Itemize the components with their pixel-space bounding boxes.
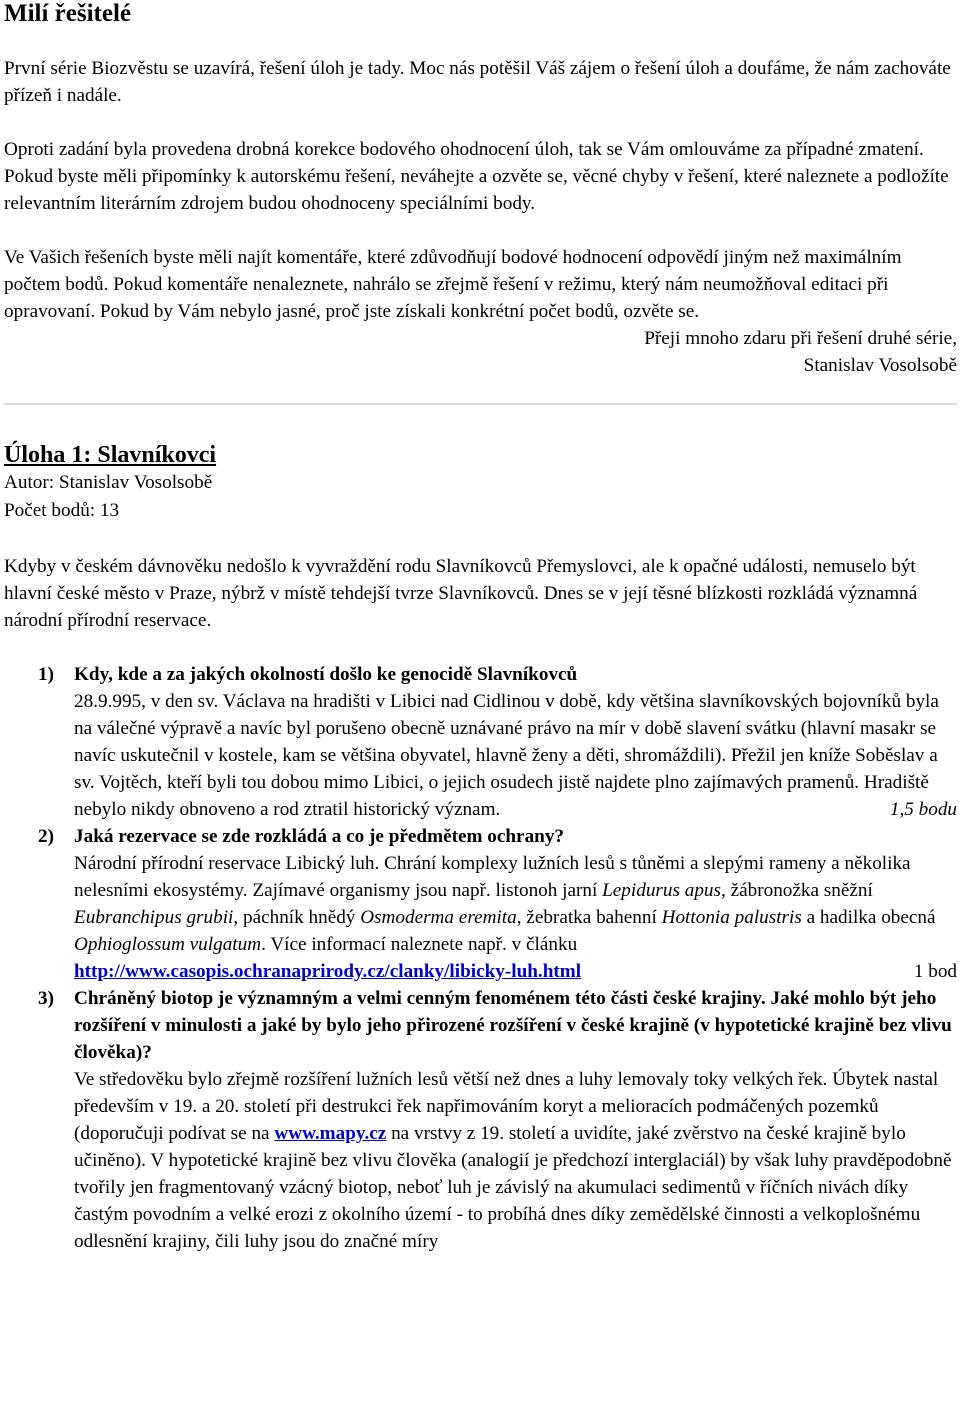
question-item-2 xyxy=(4,823,957,985)
answer-text xyxy=(74,1066,957,1255)
mapy-link[interactable]: www.mapy.cz xyxy=(274,1123,387,1144)
species-name: Ophioglossum vulgatum xyxy=(74,934,262,955)
question-text: Kdy, kde a za jakých okolností došlo ke genocidě Slavníkovců xyxy=(74,664,578,685)
question-item-1 xyxy=(4,661,957,823)
answer-part: a hadilka obecná xyxy=(801,907,936,928)
answer-part: na vrstvy z 19. století a uvidíte, jaké zvěrstvo na české krajině bylo učiněno). V hypotetické krajině bez vlivu člověka (analogií je předchozí interglaciál) by však luhy pravděpodobně tvořily jen fragmentovaný vzácný biotop, neboť luh je závislý na akumulaci sedimentů v říčních nivách díky častým povodním a velké erozi z okolního území - to probíhá dnes díky zemědělské činnosti a velkoplošnému odlesnění krajiny, čili luhy jsou do značné míry xyxy=(74,1123,952,1252)
question-number: 2) xyxy=(38,826,54,847)
task-author: Autor: Stanislav Vosolsobě xyxy=(4,472,213,493)
answer-part: Ve středověku bylo zřejmě rozšíření lužních lesů větší než dnes a luhy lemovaly toky velkých řek. Úbytek nastal především v 19. a 20. století při destrukci řek napřimováním koryt a melioracích podmáčených pozemků (doporučuji podívat se na xyxy=(74,1069,939,1144)
answer-part: . Více informací naleznete např. v článku xyxy=(261,934,578,955)
intro-paragraph-2: Oproti zadání byla provedena drobná korekce bodového ohodnocení úloh, tak se Vám omlouváme za případné zmatení. Pokud byste měli připomínky k autorskému řešení, neváhejte a ozvěte se, věcné chyby v řešení, které naleznete a podložíte relevantním literárním zdrojem budou ohodnoceny speciálními body. xyxy=(4,139,949,214)
task-title-text: Úloha 1: Slavníkovci xyxy=(4,442,217,468)
score-label: 1 bod xyxy=(913,961,957,982)
species-name: Osmoderma eremita xyxy=(360,907,517,928)
intro-paragraph-3: Ve Vašich řešeních byste měli najít komentáře, které zdůvodňují bodové hodnocení odpovědí jiným než maximálním počtem bodů. Pokud komentáře nenaleznete, nahrálo se zřejmě řešení v režimu, který nám neumožňoval editaci při opravovaní. Pokud by Vám nebylo jasné, proč jste získali konkrétní počet bodů, ozvěte se. xyxy=(4,247,902,322)
signature-line-1: Přeji mnoho zdaru při řešení druhé série, xyxy=(644,328,957,349)
question-number: 3) xyxy=(38,988,54,1009)
answer-part: , žebratka bahenní xyxy=(516,907,662,928)
question-text: Jaká rezervace se zde rozkládá a co je předmětem ochrany? xyxy=(74,826,565,847)
intro-paragraph-1: První série Biozvěstu se uzavírá, řešení úloh je tady. Moc nás potěšil Váš zájem o řešení úloh a doufáme, že nám zachováte přízeň i nadále. xyxy=(4,58,951,106)
answer-text xyxy=(74,850,957,985)
answer-text xyxy=(74,688,957,823)
question-text: Chráněný biotop je významným a velmi cenným fenoménem této části české krajiny. Jaké mohlo být jeho rozšíření v minulosti a jaké by bylo jeho přirozené rozšíření v české krajině (v hypotetické krajině bez vlivu člověka)? xyxy=(74,988,952,1063)
answer-part: , žábronožka sněžní xyxy=(720,880,873,901)
score-label: 1,5 bodu xyxy=(889,799,957,820)
answer-part: Národní přírodní reservace Libický luh. Chrání komplexy lužních lesů s tůněmi a slepými rameny a několika nelesními ekosystémy. Zajímavé organismy jsou např. listonoh jarní xyxy=(74,853,911,901)
answer-body: 28.9.995, v den sv. Václava na hradišti v Libici nad Cidlinou v době, kdy většina slavníkovských bojovníků byla na válečné výpravě a navíc byl porušeno obecně uznávané právo na mír v době slavení svátku (hlavní masakr se navíc uskutečnil v kostele, kam se většina obyvatel, hlavně ženy a děti, shromáždili). Přežil jen kníže Soběslav a sv. Vojtěch, kteří byli tou dobou mimo Libici, o jejich osudech jistě najdete plno zajímavých pramenů. Hradiště nebylo nikdy obnoveno a rod ztratil historický význam. xyxy=(74,691,939,820)
question-item-3 xyxy=(4,985,957,1255)
article-link[interactable]: http://www.casopis.ochranaprirody.cz/clanky/libicky-luh.html xyxy=(74,961,582,982)
task-intro: Kdyby v českém dávnověku nedošlo k vyvraždění rodu Slavníkovců Přemyslovci, ale k opačné události, nemuselo být hlavní české město v Praze, nýbrž v místě tehdejší tvrze Slavníkovců. Dnes se v její těsné blízkosti rozkládá významná národní přírodní reservace. xyxy=(4,556,918,631)
page-heading: Milí řešitelé xyxy=(4,0,132,27)
intro-section xyxy=(4,55,957,379)
answer-part: , páchník hnědý xyxy=(233,907,361,928)
species-name: Lepidurus apus xyxy=(602,880,721,901)
question-number: 1) xyxy=(38,664,54,685)
task-points: Počet bodů: 13 xyxy=(4,500,120,521)
signature-line-2: Stanislav Vosolsobě xyxy=(803,355,957,376)
species-name: Hottonia palustris xyxy=(661,907,802,928)
species-name: Eubranchipus grubii xyxy=(74,907,234,928)
question-list xyxy=(4,661,957,1255)
task-title xyxy=(4,441,957,469)
section-divider xyxy=(4,403,957,405)
